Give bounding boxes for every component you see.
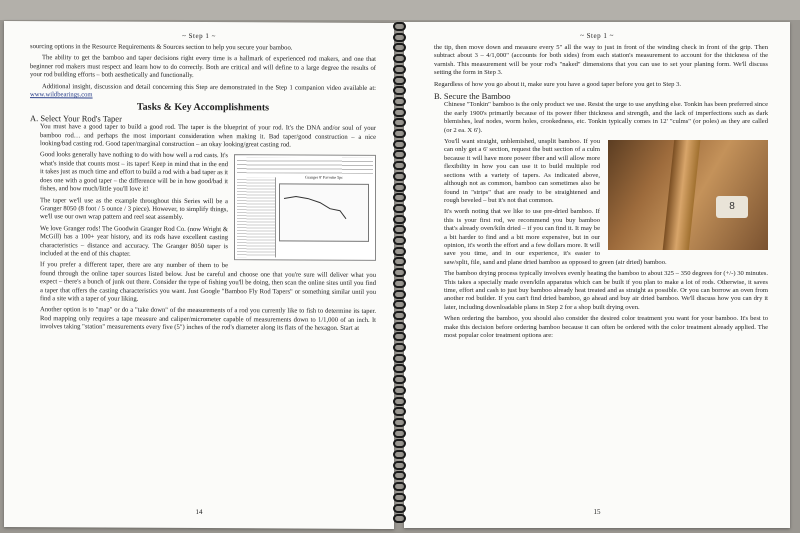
spiral-loop (393, 97, 406, 106)
paragraph: You must have a good taper to build a good rod. The taper is the blueprint of your rod. It's the DNA and/or soul of your bamboo rod… and perhaps the most important consideration when making it. Bad taper/good construction – a nice looking/bad casting rod. Good taper/marginal construction – an okay looking/great casting rod. (40, 123, 376, 149)
paragraph: It's worth noting that we like to use pre-dried bamboo. If this is your first rod, we recommend you buy bamboo that's already oven/kiln dried – if you can find it. It may be a bit harder to find and a bit more expensive, but in our opinion, it's worth the effort and a few dollars more. It will save you time, and in our experience, it's easier to saw/split, file, sand and plane dried bamboo as opposed to green (air dried) bamboo. (444, 208, 667, 266)
paragraph: When ordering the bamboo, you should also consider the desired color treatment you want for your bamboo. It's best to make this decision before ordering bamboo because it can often be ordered with the color treatment already applied. The most popular color treatment options are: (444, 315, 768, 339)
paragraph: Good looks generally have nothing to do with how well a rod casts. It's what's inside that counts most – its taper! Keep in mind that in the end it takes just as much time and effort to build a rod with a bad taper as it does one with a good taper – the difference will be in how good/bad it fishes, and how much/little you'll love it! (40, 151, 228, 193)
paragraph: sourcing options in the Resource Requirements & Sources section to help you secure your bamboo. (30, 43, 293, 52)
paragraph: The taper we'll use as the example throughout this Series will be a Granger 8050 (8 foot / 5 ounce / 3 piece). However, to simplify things, we'll use our own wrap pattern and reel seat assembly. (40, 196, 228, 222)
spiral-loop (393, 300, 406, 309)
spiral-loop (393, 215, 406, 224)
spiral-loop (393, 225, 406, 234)
spiral-loop (393, 268, 406, 277)
spiral-loop (393, 22, 406, 31)
spiral-loop (393, 118, 406, 127)
spiral-loop (393, 407, 406, 416)
spiral-loop (393, 129, 406, 138)
spiral-loop (393, 290, 406, 299)
subsection-heading: A. Select Your Rod's Taper (30, 112, 122, 124)
spiral-loop (393, 493, 406, 502)
spiral-loop (393, 461, 406, 470)
section-heading: Tasks & Key Accomplishments (136, 102, 270, 114)
spiral-loop (393, 418, 406, 427)
bamboo-culm (661, 140, 701, 250)
photo-tag: 8 (716, 196, 748, 218)
spiral-loop (393, 397, 406, 406)
paragraph (30, 83, 376, 102)
spiral-loop (393, 54, 406, 63)
paragraph: Chinese "Tonkin" bamboo is the only product we use. Resist the urge to use anything else. Tonkin has been preferred since the early 1900's primarily because of its power fiber thickness and strength, and the lack of imperfections such as dark blemishes, leaf nodes, worm holes, crookedness, etc. Tonkin typically comes in 12' "culms" (or poles) as they are called (or 2 ea. X 6'). (444, 101, 768, 134)
bamboo-photo (608, 140, 768, 250)
spiral-loop (393, 429, 406, 438)
spiral-loop (393, 236, 406, 245)
paragraph: The ability to get the bamboo and taper decisions right every time is a hallmark of experienced rod makers, and one that beginner rod makers must respect and learn how to do correctly. Both are critical and will define to a large degree the results of your rod building efforts – both aesthetically and functionally. (30, 54, 376, 80)
page-body (434, 44, 768, 343)
paragraph: We love Granger rods! The Goodwin Granger Rod Co. (now Wright & McGill) has a 100+ year history, and its rods have excellent casting characteristics – distance and accuracy. The Granger 8050 taper is included at the end of this chapter. (40, 224, 228, 258)
spiral-loop (393, 439, 406, 448)
paragraph: Regardless of how you go about it, make sure you have a good taper before you get to Step 3. (434, 80, 682, 88)
spiral-loop (393, 257, 406, 266)
paragraph-text: Additional insight, discussion and detail concerning this Step are demonstrated in the Step 1 companion video available at: (42, 82, 376, 92)
spiral-loop (393, 450, 406, 459)
spiral-loop (393, 471, 406, 480)
spiral-loop (393, 140, 406, 149)
left-page (4, 21, 394, 529)
table-surface (0, 0, 800, 20)
paragraph: Another option is to "map" or do a "take down" of the measurements of a rod you currently like to fish to determine its taper. Rod mapping only requires a tape measure and caliper/micrometer capable of measurements down to 1/1,000 of an inch. It involves taking "station" measurements every five (5") inches of the rod's diameter along its flats of the hexagon. Start at (40, 306, 376, 333)
paragraph: You'll want straight, unblemished, unsplit bamboo. If you can only get a 6' section, request the butt section of a culm because it will have more power fiber and will allow more flexibility in how you can use it to build multiple rod sections with a variety of tapers. As indicated above, although not as common, bamboo can sometimes also be found in "strips" that are ready to be straightened and rough beveled – but it's not that common. (444, 138, 600, 204)
spiral-loop (393, 172, 406, 181)
right-page (404, 22, 790, 528)
spiral-loop (393, 514, 406, 523)
page-body (30, 43, 376, 336)
taper-chart (279, 184, 369, 242)
figure-chart-title: Granger 8' Favorite 5pc (305, 175, 343, 181)
page-header: ~ Step 1 ~ (182, 31, 216, 41)
spiral-loop (393, 204, 406, 213)
spiral-loop (393, 322, 406, 331)
spiral-loop (393, 43, 406, 52)
paragraph: The bamboo drying process typically involves evenly heating the bamboo to about 325 – 350 degrees for (+/-) 30 minutes. This takes a specially made oven/kiln apparatus which can be built if you plan to make a lot of rods. Otherwise, it saves time, effort and cash to just buy bamboo already heat treated and as straight as possible. Or you can borrow an oven from another rod builder. If you can't find dried bamboo, go ahead and buy air dried bamboo. We'll discuss how you can dry it later, including downloadable plans in Step 2 for a shop built drying oven. (444, 270, 768, 311)
spiral-loop (393, 279, 406, 288)
paragraph: If you prefer a different taper, there are any number of them to be found through the online taper sources listed below. Just be careful and choose one that you're sure will deliver what you expect – there's a bunch of junk out there. Consider the type of fishing you'll be doing, then scan the online sites until you find a taper that offers the casting characteristics you want. Just Google "Bamboo Fly Rod Tapers" or something similar until you find a site with a taper of your liking. (40, 261, 376, 303)
subsection-heading: B. Secure the Bamboo (434, 91, 511, 102)
website-link[interactable]: www.wildbearings.com (30, 91, 93, 99)
spiral-loop (393, 76, 406, 85)
spiral-binding (393, 22, 406, 528)
spiral-loop (393, 193, 406, 202)
page-header: ~ Step 1 ~ (580, 32, 614, 40)
spiral-loop (393, 482, 406, 491)
taper-curve (280, 185, 368, 241)
spiral-loop (393, 311, 406, 320)
spiral-loop (393, 108, 406, 117)
spiral-loop (393, 65, 406, 74)
spiral-loop (393, 386, 406, 395)
page-number: 14 (195, 507, 203, 517)
spiral-loop (393, 150, 406, 159)
spiral-loop (393, 354, 406, 363)
spiral-loop (393, 504, 406, 513)
spiral-loop (393, 247, 406, 256)
taper-spreadsheet-figure (234, 155, 376, 262)
spiral-loop (393, 375, 406, 384)
paragraph: the tip, then move down and measure every 5" all the way to just in front of the winding check in front of the grip. Then subtract about 3 – 4/1,000" (accounts for both sides) from each station's measurement to account for the thickness of the varnish. This measurement will be your rod's "naked" dimensions that you can use to set your planing form. We'll discuss setting the form in Step 3. (434, 44, 768, 77)
spiral-loop (393, 86, 406, 95)
spiral-loop (393, 161, 406, 170)
spiral-loop (393, 343, 406, 352)
spiral-loop (393, 364, 406, 373)
spiral-loop (393, 183, 406, 192)
spiral-loop (393, 33, 406, 42)
page-number: 15 (593, 508, 601, 516)
spiral-loop (393, 332, 406, 341)
